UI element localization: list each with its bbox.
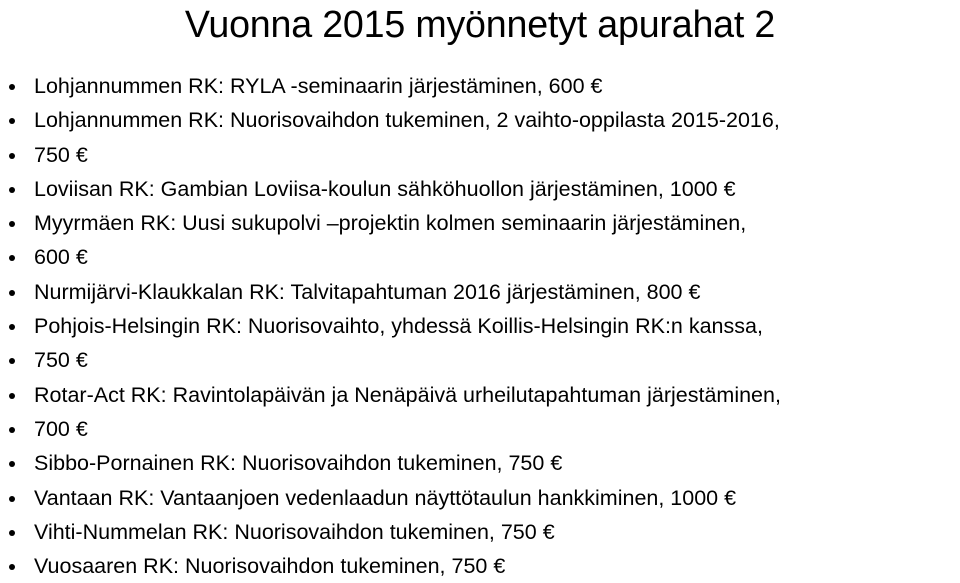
list-item	[0, 515, 781, 549]
list-item	[0, 172, 781, 206]
list-item-text: 750 €	[34, 348, 88, 373]
list-item-text: Lohjannummen RK: RYLA -seminaarin järjestäminen, 600 €	[34, 74, 603, 98]
list-item-text: Vihti-Nummelan RK: Nuorisovaihdon tukeminen, 750 €	[34, 519, 555, 544]
list-item	[0, 275, 781, 309]
list-item	[0, 412, 781, 446]
list-item	[0, 103, 781, 137]
list-item	[0, 481, 781, 515]
list-item-text: Vuosaaren RK: Nuorisovaihdon tukeminen, 750 €	[34, 554, 506, 579]
list-item-text: Loviisan RK: Gambian Loviisa-koulun sähköhuollon järjestäminen, 1000 €	[34, 176, 736, 201]
list-item-text: Lohjannummen RK: Nuorisovaihdon tukeminen, 2 vaihto-oppilasta 2015-2016,	[34, 108, 780, 133]
bullet-icon	[9, 118, 15, 124]
bullet-icon	[9, 84, 15, 90]
list-item-text: Sibbo-Pornainen RK: Nuorisovaihdon tukeminen, 750 €	[34, 451, 563, 476]
list-item	[0, 378, 781, 412]
list-item	[0, 446, 781, 480]
list-item	[0, 343, 781, 377]
bullet-icon	[9, 255, 15, 261]
list-item	[0, 206, 781, 240]
bullet-icon	[9, 290, 15, 296]
grant-list	[0, 69, 781, 583]
bullet-icon	[9, 187, 15, 193]
bullet-icon	[9, 530, 15, 536]
slide-title: Vuonna 2015 myönnetyt apurahat 2	[184, 4, 776, 46]
bullet-icon	[9, 221, 15, 227]
list-item-text: Myyrmäen RK: Uusi sukupolvi –projektin kolmen seminaarin järjestäminen,	[34, 211, 747, 236]
bullet-icon	[9, 358, 15, 364]
bullet-icon	[9, 393, 15, 399]
list-item-text: Pohjois-Helsingin RK: Nuorisovaihto, yhdessä Koillis-Helsingin RK:n kanssa,	[34, 314, 763, 339]
bullet-icon	[9, 461, 15, 467]
list-item-text: Vantaan RK: Vantaanjoen vedenlaadun näyttötaulun hankkiminen, 1000 €	[34, 485, 737, 510]
bullet-icon	[9, 564, 15, 570]
list-item	[0, 69, 781, 103]
list-item-text: 600 €	[34, 245, 88, 270]
bullet-icon	[9, 427, 15, 433]
bullet-icon	[9, 153, 15, 159]
bullet-icon	[9, 324, 15, 330]
list-item	[0, 240, 781, 274]
list-item	[0, 309, 781, 343]
list-item	[0, 138, 781, 172]
list-item-text: Rotar-Act RK: Ravintolapäivän ja Nenäpäivä urheilutapahtuman järjestäminen,	[34, 382, 781, 407]
list-item-text: 750 €	[34, 142, 88, 167]
list-item-text: 700 €	[34, 416, 88, 441]
bullet-icon	[9, 496, 15, 502]
list-item-text: Nurmijärvi-Klaukkalan RK: Talvitapahtuman 2016 järjestäminen, 800 €	[34, 279, 701, 304]
